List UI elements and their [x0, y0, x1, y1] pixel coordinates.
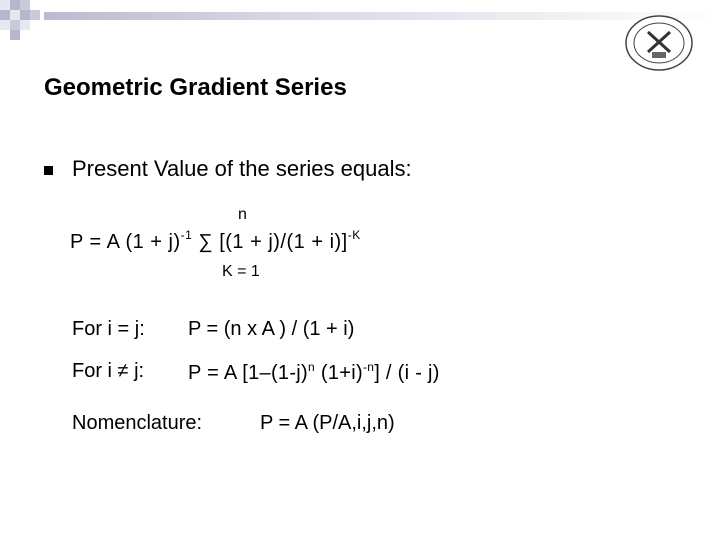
case-equal-expression: P = (n x A ) / (1 + i) — [188, 318, 355, 340]
summation-symbol: ∑ — [198, 231, 214, 253]
band-square — [0, 0, 10, 10]
nomenclature-expression: P = A (P/A,i,j,n) — [260, 412, 395, 434]
sum-upper-limit: n — [238, 206, 247, 223]
band-square — [10, 30, 20, 40]
band-square — [20, 0, 30, 10]
equation-exponent-1: -1 — [180, 228, 193, 242]
equation-lhs: P = A (1 + j) — [70, 231, 181, 253]
case-unequal-label: For i ≠ j: — [72, 360, 145, 382]
case-unequal-expression — [188, 360, 440, 385]
band-square — [20, 10, 30, 20]
band-square — [0, 10, 10, 20]
band-square — [20, 20, 30, 30]
slide-title: Geometric Gradient Series — [44, 74, 347, 101]
band-square — [10, 0, 20, 10]
case-equal-label: For i = j: — [72, 318, 145, 340]
band-square — [10, 20, 20, 30]
unequal-part-b: (1+i) — [315, 362, 363, 384]
band-square — [30, 10, 40, 20]
equation-term: [(1 + j)/(1 + i)] — [213, 231, 348, 253]
sum-lower-limit: K = 1 — [222, 263, 260, 280]
bullet-text: Present Value of the series equals: — [72, 156, 412, 181]
nomenclature-label: Nomenclature: — [72, 412, 203, 434]
unequal-part-c: ] / (i - j) — [374, 362, 440, 384]
band-square — [0, 20, 10, 30]
band-square — [10, 10, 20, 20]
unequal-part-a: P = A [1–(1-j) — [188, 362, 309, 384]
header-band — [0, 0, 720, 40]
bullet-square-icon — [44, 166, 53, 175]
institution-seal-icon — [624, 14, 694, 72]
header-gradient-bar — [44, 12, 720, 20]
unequal-exponent-b: -n — [362, 360, 375, 374]
unequal-exponent-a: n — [308, 360, 315, 374]
present-value-equation — [70, 228, 361, 254]
equation-exponent-2: -K — [347, 228, 361, 242]
